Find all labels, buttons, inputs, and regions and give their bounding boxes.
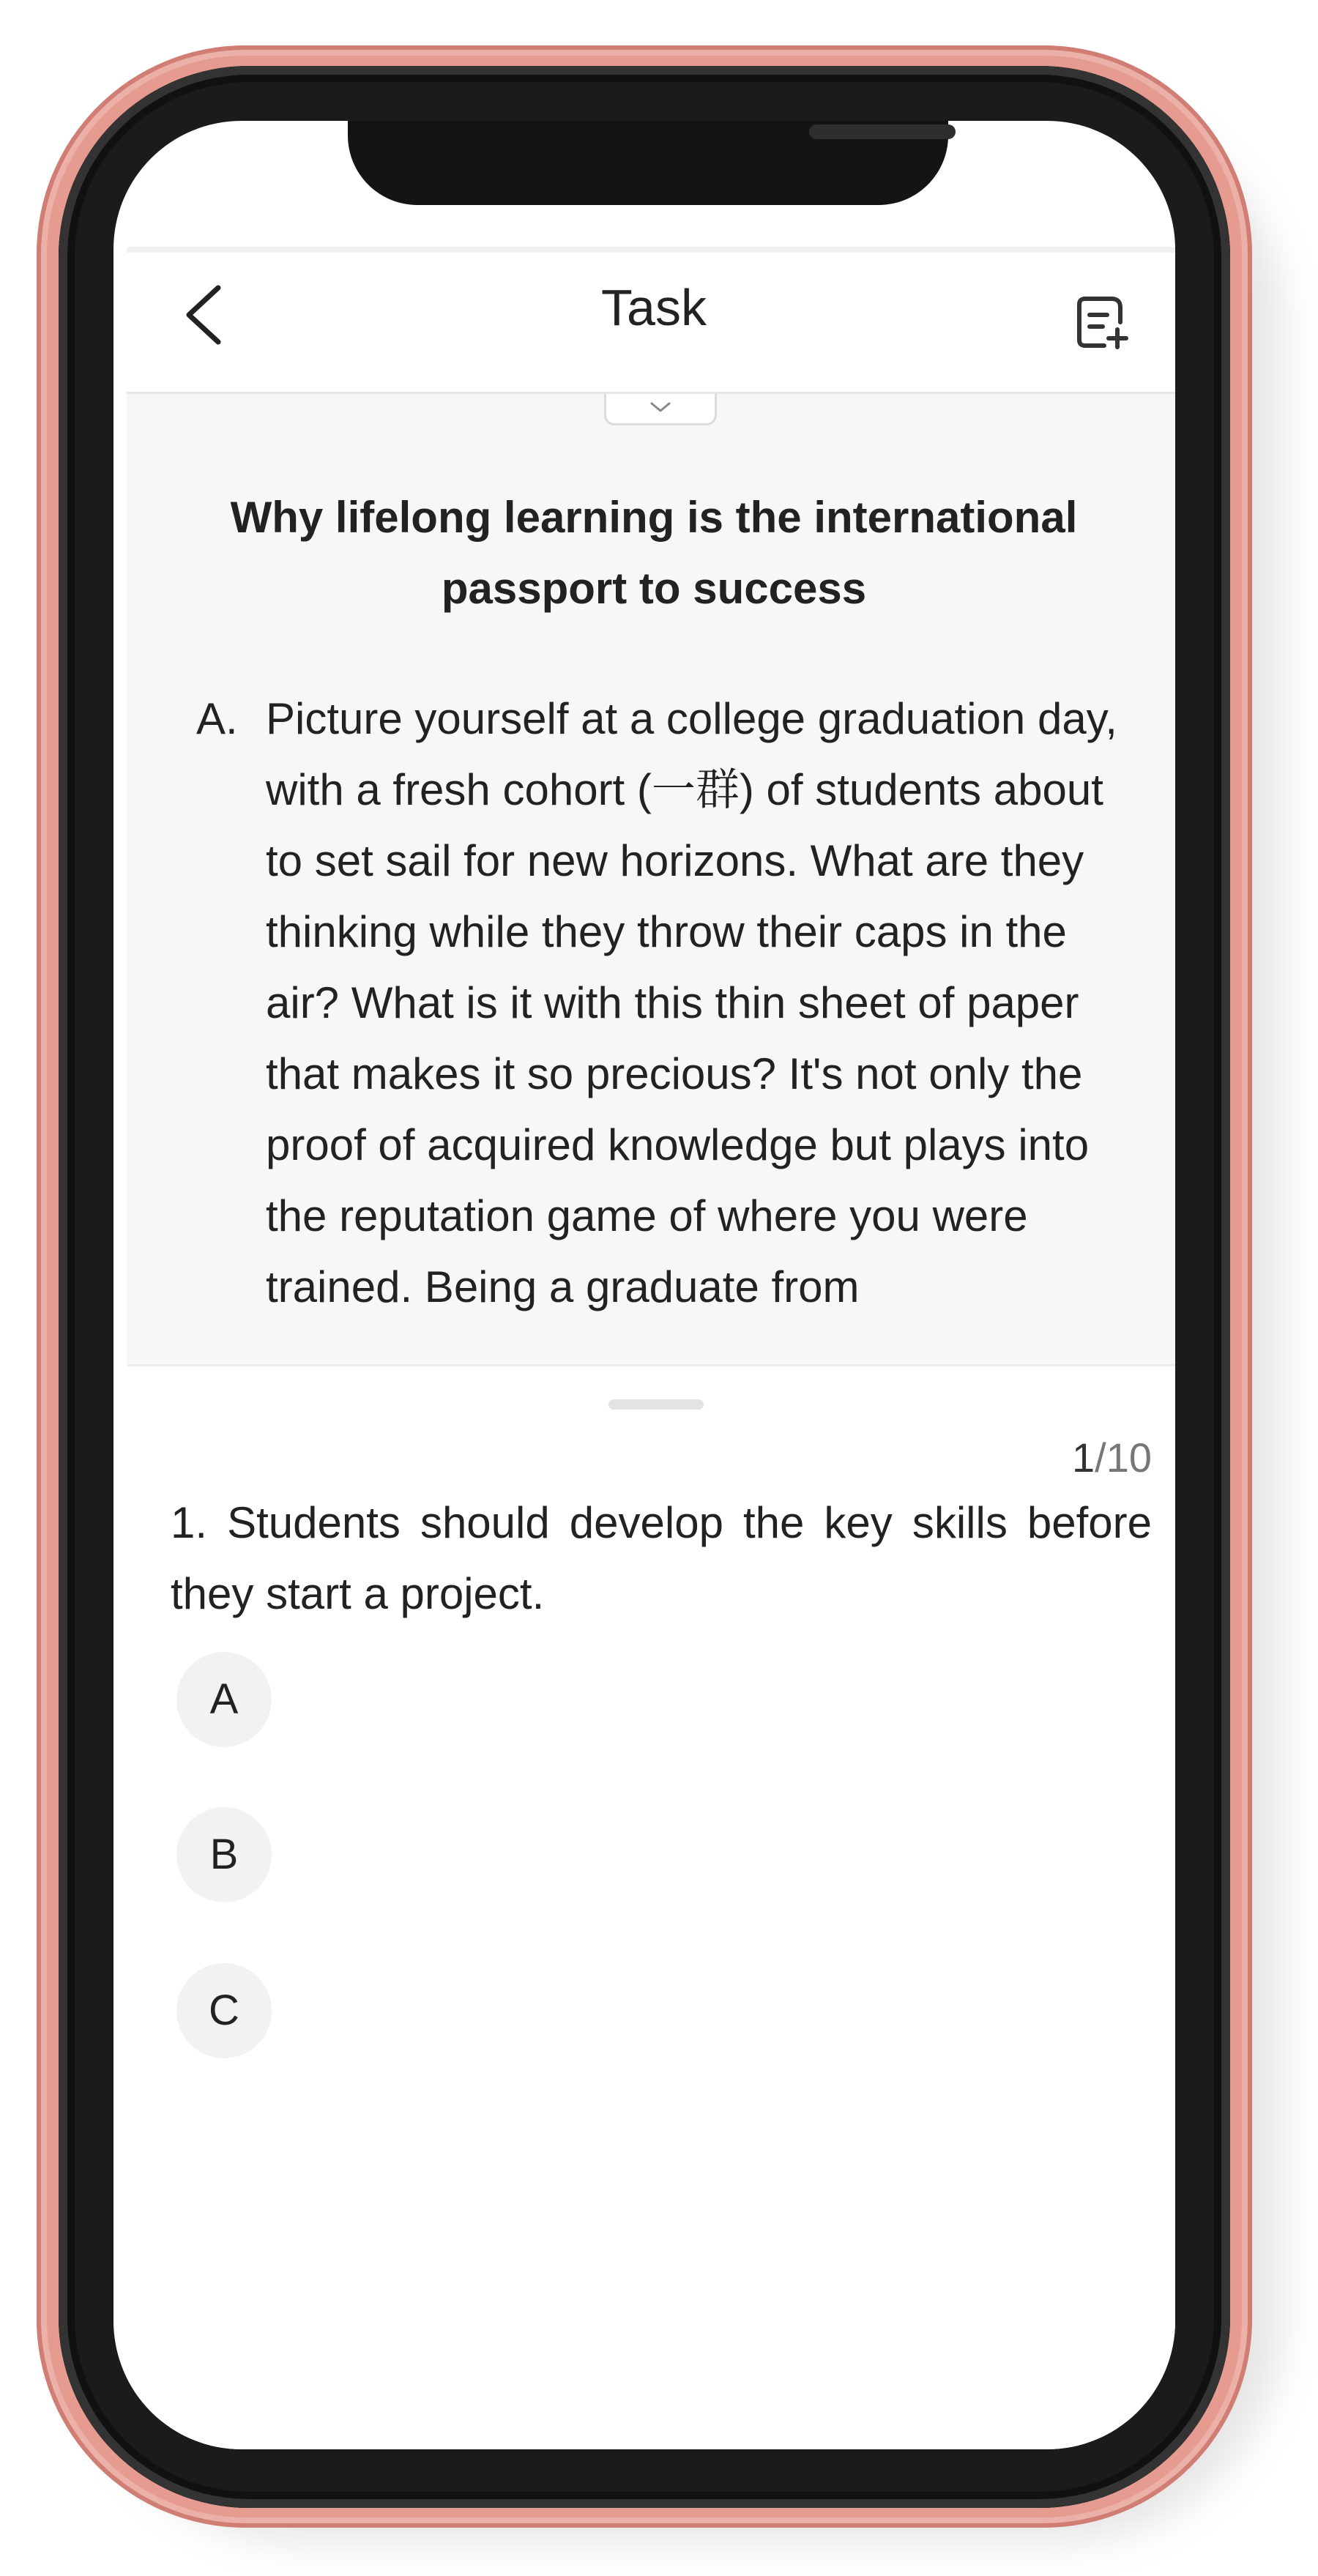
question-counter bbox=[1072, 1434, 1152, 1481]
status-bar-divider bbox=[127, 247, 1175, 253]
page-title: Task bbox=[601, 279, 707, 336]
passage-title: Why lifelong learning is the international passport to success bbox=[230, 493, 1078, 613]
notes-button[interactable] bbox=[1075, 293, 1133, 351]
note-add-icon bbox=[1075, 293, 1133, 351]
counter-separator: / bbox=[1095, 1434, 1106, 1481]
phone-screen bbox=[113, 121, 1175, 2449]
option-a-button[interactable]: A bbox=[176, 1652, 272, 1747]
speaker-grille bbox=[809, 124, 956, 139]
counter-total: 10 bbox=[1106, 1434, 1152, 1481]
chevron-down-icon bbox=[647, 400, 674, 414]
question-sheet bbox=[127, 1364, 1175, 2449]
option-b-button[interactable]: B bbox=[176, 1807, 272, 1902]
counter-current: 1 bbox=[1071, 1434, 1095, 1481]
navigation-bar bbox=[127, 253, 1175, 394]
question-text: 1. Students should develop the key skills before they start a project. bbox=[171, 1498, 1152, 1618]
reading-passage[interactable] bbox=[127, 394, 1175, 1364]
option-c-button[interactable]: C bbox=[176, 1963, 272, 2058]
sheet-drag-handle[interactable] bbox=[608, 1399, 704, 1410]
paragraph-label: A. bbox=[196, 694, 238, 743]
collapse-passage-button[interactable] bbox=[604, 394, 717, 425]
notch bbox=[348, 121, 948, 205]
paragraph-text: Picture yourself at a college graduation day, with a fresh cohort (一群) of students about to set sail for new horizons. What are they thinking while they throw their caps in the air? What is it with this thin sheet of paper that makes it so precious? It's not only the proof of acquired knowledge but plays into the reputation game of where you were trained. Being a graduate from bbox=[266, 694, 1117, 1311]
